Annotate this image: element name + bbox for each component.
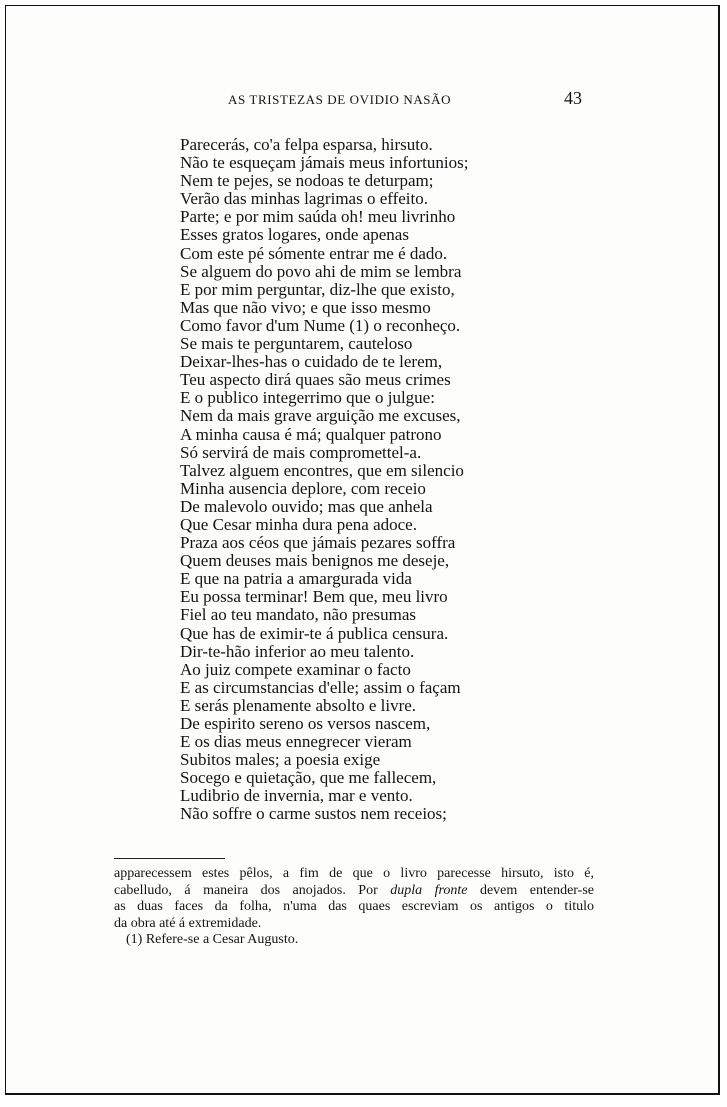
verse-line: E por mim perguntar, diz-lhe que existo, <box>180 279 455 299</box>
verse-line: Dir-te-hão inferior ao meu talento. <box>180 641 415 661</box>
footnote-text: devem entender-se <box>467 882 594 898</box>
verse-line: Esses gratos logares, onde apenas <box>180 225 409 245</box>
verse-line: E serás plenamente absolto e livre. <box>180 695 417 715</box>
verse-line: Quem deuses mais benignos me deseje, <box>180 551 450 571</box>
book-page <box>5 5 720 1095</box>
verse-line: Subitos males; a poesia exige <box>180 750 381 770</box>
verse-line: Nem te pejes, se nodoas te deturpam; <box>180 171 434 191</box>
running-title: AS TRISTEZAS DE OVIDIO NASÃO <box>228 92 452 107</box>
verse-line: E o publico integerrimo que o julgue: <box>180 388 435 408</box>
page-number: 43 <box>564 88 582 108</box>
verse-line: Teu aspecto dirá quaes são meus crimes <box>180 370 451 390</box>
verse-line: Praza aos céos que jámais pezares soffra <box>180 533 456 553</box>
verse-line: Se mais te perguntarem, cauteloso <box>180 334 413 354</box>
poem-body <box>180 136 560 824</box>
verse-line: Eu possa terminar! Bem que, meu livro <box>180 587 448 607</box>
verse-line: E as circumstancias d'elle; assim o façam <box>180 677 461 697</box>
verse-line: Socego e quietação, que me fallecem, <box>180 768 437 788</box>
verse-line: E os dias meus ennegrecer vieram <box>180 732 412 752</box>
verse-line: Mas que não vivo; e que isso mesmo <box>180 297 431 317</box>
footnote-note-1: (1) Refere-se a Cesar Augusto. <box>126 932 299 947</box>
footnote-line: da obra até á extremidade. <box>114 915 262 931</box>
verse-line: E que na patria a amargurada vida <box>180 569 412 589</box>
verse-line: Minha ausencia deplore, com receio <box>180 478 426 498</box>
verse-line: Que Cesar minha dura pena adoce. <box>180 514 417 534</box>
verse-line: Ao juiz compete examinar o facto <box>180 659 411 679</box>
footnotes <box>114 866 594 949</box>
verse-line: Parecerás, co'a felpa esparsa, hirsuto. <box>180 135 433 154</box>
verse-line: Com este pé sómente entrar me é dado. <box>180 243 448 263</box>
verse-line: De espirito sereno os versos nascem, <box>180 714 431 733</box>
verse-line: Nem da mais grave arguição me excuses, <box>180 406 461 426</box>
footnote-line: as duas faces da folha, n'uma das quaes escreviam os antigos o titulo <box>114 899 594 914</box>
footnote-rule <box>114 858 225 859</box>
verse-line: Parte; e por mim saúda oh! meu livrinho <box>180 207 456 227</box>
verse-line: Deixar-lhes-has o cuidado de te lerem, <box>180 352 443 372</box>
verse-line: A minha causa é má; qualquer patrono <box>180 424 442 444</box>
verse-line: De malevolo ouvido; mas que anhela <box>180 496 433 516</box>
footnote-line: apparecessem estes pêlos, a fim de que o livro parecesse hirsuto, isto é, <box>114 866 594 881</box>
verse-line: Que has de eximir-te á publica censura. <box>180 623 449 643</box>
verse-line: Fiel ao teu mandato, não presumas <box>180 605 417 625</box>
verse-line: Não te esqueçam jámais meus infortunios; <box>180 153 469 173</box>
verse-line: Se alguem do povo ahi de mim se lembra <box>180 261 462 281</box>
footnote-italic-text: dupla fronte <box>390 882 468 898</box>
footnote-line <box>114 883 594 900</box>
verse-line: Só servirá de mais compromettel-a. <box>180 442 422 462</box>
verse-line: Não soffre o carme sustos nem receios; <box>180 804 447 824</box>
verse-line: Ludibrio de invernia, mar e vento. <box>180 786 413 806</box>
verse-line: Talvez alguem encontres, que em silencio <box>180 460 464 480</box>
footnote-text: cabelludo, á maneira dos anojados. Por <box>114 882 391 898</box>
verse-line: Verão das minhas lagrimas o effeito. <box>180 189 429 209</box>
verse-line: Como favor d'um Nume (1) o reconheço. <box>180 315 461 335</box>
